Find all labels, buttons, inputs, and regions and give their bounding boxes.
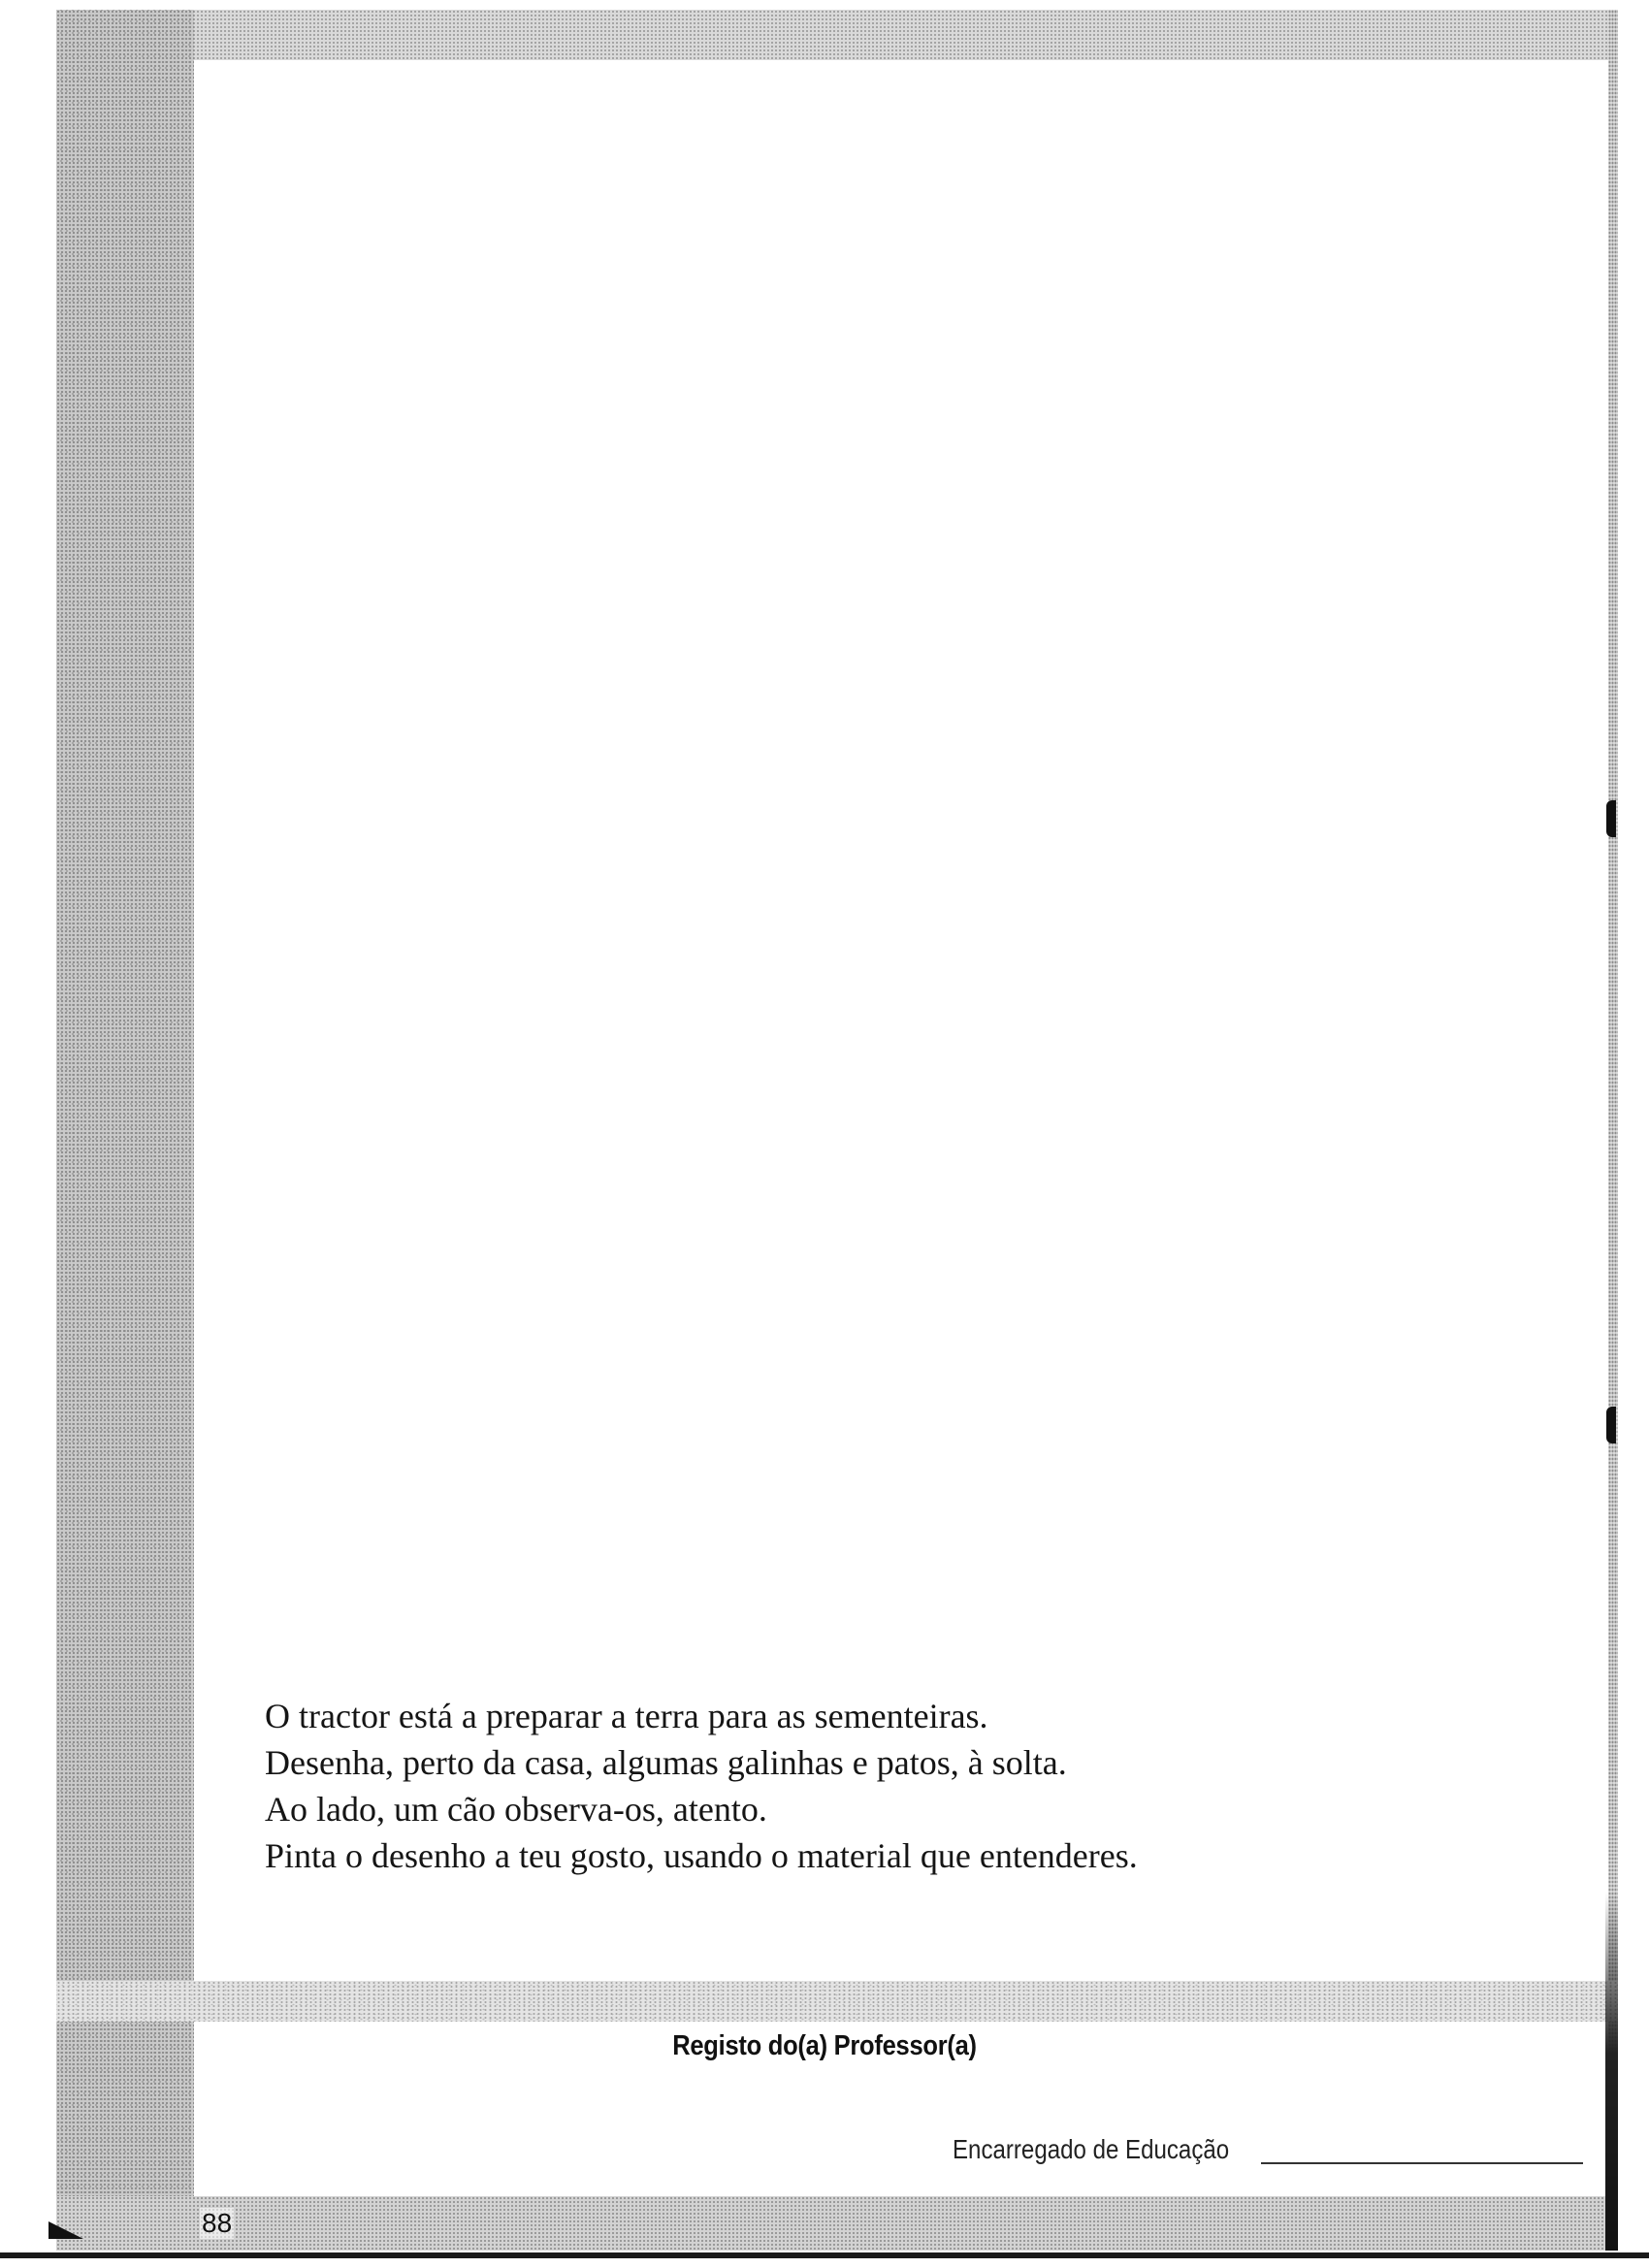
scan-border-bottom [56, 2196, 1618, 2251]
teacher-record-band [56, 1981, 1618, 2022]
page-number: 88 [202, 2208, 233, 2238]
scan-bottom-edge [0, 2252, 1649, 2258]
page-sheet [56, 10, 1618, 2251]
instruction-line: O tractor está a preparar a terra para as sementeiras. [265, 1697, 988, 1735]
corner-mark [48, 2221, 83, 2239]
scan-border-top [56, 10, 1618, 60]
binding-hole-mark [1606, 800, 1616, 837]
instruction-line: Desenha, perto da casa, algumas galinhas e patos, à solta. [265, 1743, 1067, 1782]
page-edge-shadow [1605, 1892, 1618, 2251]
instruction-line: Pinta o desenho a teu gosto, usando o material que entenderes. [265, 1836, 1138, 1875]
guardian-label: Encarregado de Educação [953, 2134, 1230, 2164]
binding-hole-mark [1606, 1407, 1616, 1443]
signature-line [1261, 2162, 1583, 2164]
teacher-record-heading: Registo do(a) Professor(a) [672, 2030, 977, 2061]
instruction-line: Ao lado, um cão observa-os, atento. [265, 1790, 767, 1829]
scan-border-left [56, 10, 194, 2251]
guardian-signature-field [953, 2134, 1275, 2165]
drawing-instructions [265, 1693, 1429, 1879]
